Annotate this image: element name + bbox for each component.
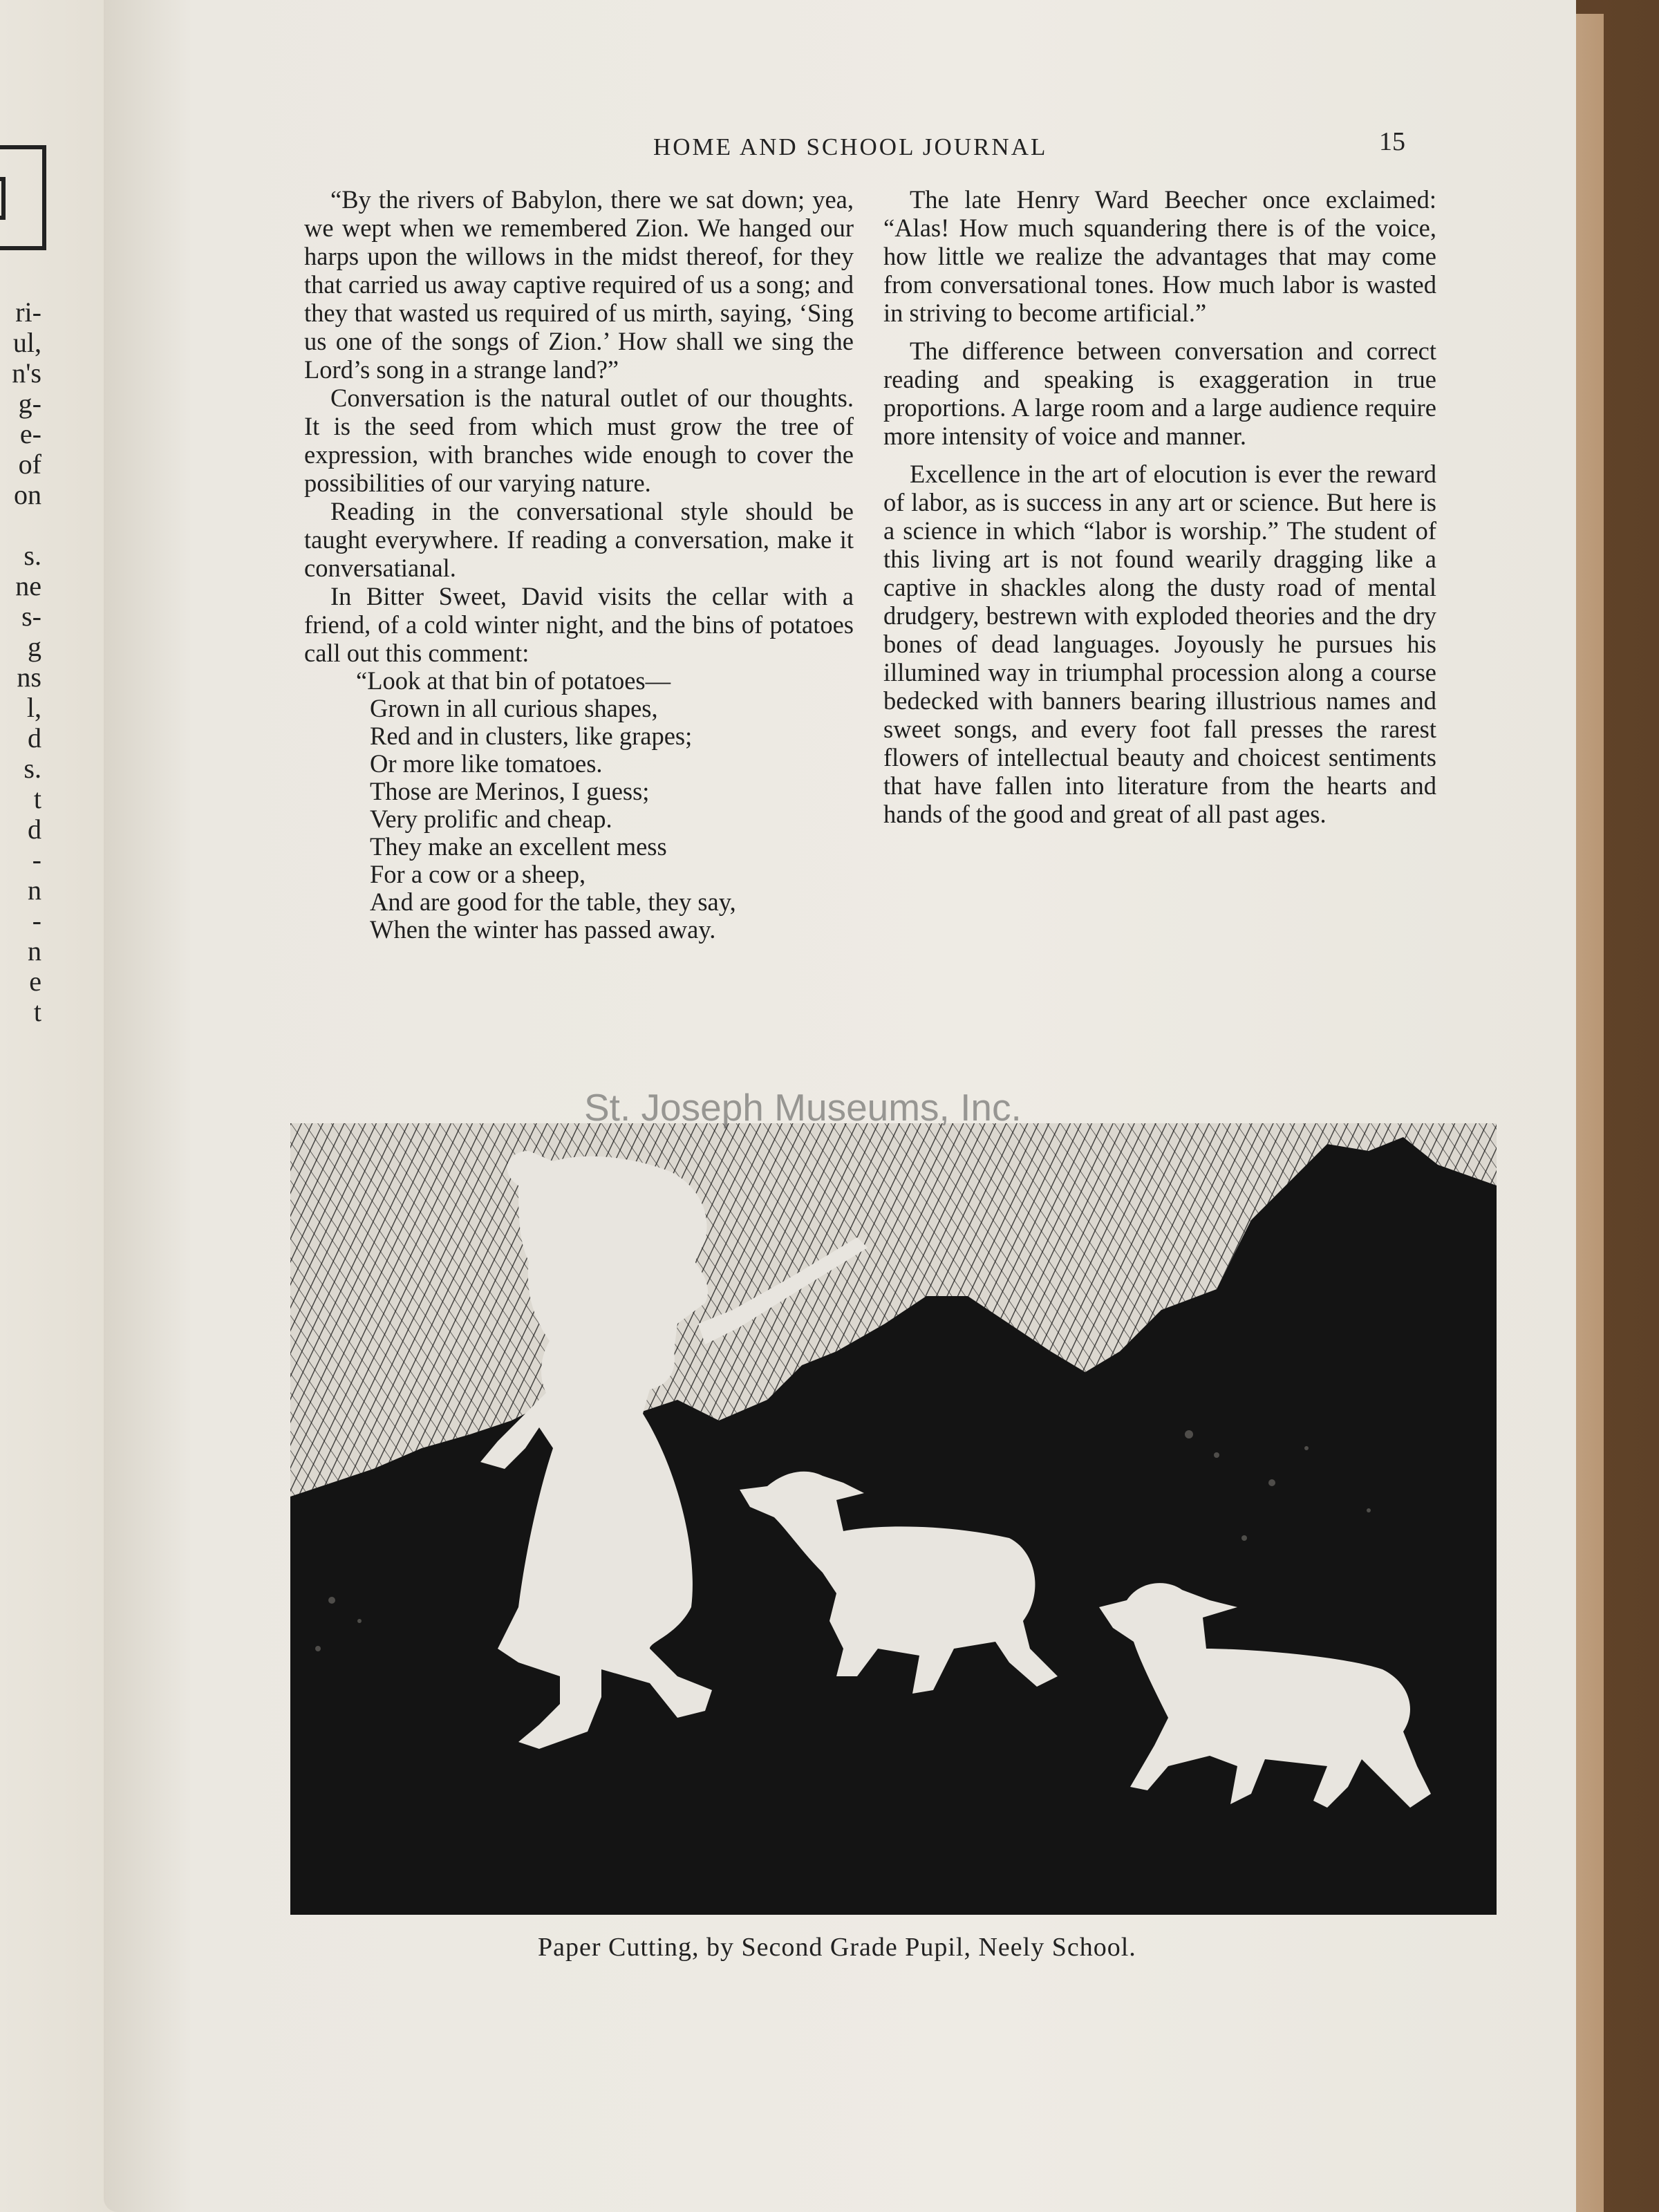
left-page-text-fragment: s-: [21, 601, 41, 632]
left-page-text-fragment: e-: [19, 418, 41, 449]
left-page-text-fragment: -: [32, 844, 41, 875]
running-header: HOME AND SCHOOL JOURNAL: [653, 133, 1048, 160]
poem-line: They make an excellent mess: [370, 832, 667, 861]
left-page-text-fragment: t: [33, 783, 41, 814]
left-page-text-fragment: n: [28, 935, 41, 966]
left-page-text-fragment: l,: [26, 692, 41, 723]
poem-line: And are good for the table, they say,: [370, 888, 736, 916]
paragraph-reading: Reading in the conversational style should be taught everywhere. If reading a conversation, make it conversatianal.: [304, 497, 854, 582]
left-page-border-ornament: [0, 145, 46, 250]
left-page-text-fragment: of: [18, 449, 41, 480]
poem: [356, 666, 854, 944]
text-column-right: [883, 185, 1436, 828]
paragraph-bitter-sweet: In Bitter Sweet, David visits the cellar with a friend, of a cold winter night, and the bins of potatoes call out this comment:: [304, 582, 854, 667]
left-page-text-fragment: t: [33, 996, 41, 1027]
poem-line: Or more like tomatoes.: [370, 749, 603, 778]
paper-cutting-illustration: [290, 1123, 1497, 1915]
poem-line: For a cow or a sheep,: [370, 860, 586, 888]
left-page-text-fragment: e: [29, 966, 41, 997]
illustration-caption: Paper Cutting, by Second Grade Pupil, Neely School.: [538, 1933, 1136, 1962]
poem-line: Grown in all curious shapes,: [370, 694, 658, 722]
left-page-text-fragment: g-: [18, 388, 41, 419]
poem-line: Red and in clusters, like grapes;: [370, 722, 693, 750]
left-page-text-fragment: ul,: [12, 327, 41, 358]
left-page-text-fragment: n's: [12, 357, 41, 388]
text-column-left: [304, 185, 854, 944]
paragraph-excellence: Excellence in the art of elocution is ever the reward of labor, as is success in any art or science. But here is a science in which “labor is worship.” The student of this living art is not found wearily dragging like a captive in shackles along the dusty road of mental drudgery, bestrewn with exploded theories and the dry bones of dead languages. Joyously he pursues his illumined way in triumphal procession along a course bedecked with banners bearing illustrious names and sweet songs, and every foot fall presses the rarest flowers of intellectual beauty and choicest sentiments that have fallen into literature from the hearts and hands of the good and great of all past ages.: [883, 460, 1436, 828]
left-page-text-fragment: -: [32, 905, 41, 936]
quote-paragraph: “By the rivers of Babylon, there we sat down; yea, we wept when we remembered Zion. We hanged our harps upon the willows in the midst thereof, for they that carried us away captive required of us a song; and they that wasted us required of us mirth, saying, ‘Sing us one of the songs of Zion.’ How shall we sing the Lord’s song in a strange land?”: [304, 185, 854, 384]
left-page-text-fragment: ne: [15, 570, 41, 601]
left-page-text-fragment: s.: [24, 753, 41, 784]
silhouette-artwork: [290, 1123, 1497, 1915]
paragraph-beecher: The late Henry Ward Beecher once exclaimed: “Alas! How much squandering there is of the voice, how little we realize the advantages that may come from conversational tones. How much labor is wasted in striving to become artificial.”: [883, 185, 1436, 327]
poem-line: Those are Merinos, I guess;: [370, 777, 650, 805]
paragraph-difference: The difference between conversation and correct reading and speaking is exaggeration in true proportions. A large room and a large audience require more intensity of voice and manner.: [883, 337, 1436, 450]
left-page-text-fragment: d: [28, 722, 41, 753]
left-page-text-fragment: s.: [24, 540, 41, 571]
left-page-text-fragment: ri-: [15, 297, 41, 328]
left-page-text-fragment: d: [28, 814, 41, 845]
left-page-text-fragment: on: [14, 479, 41, 510]
watermark: St. Joseph Museums, Inc.: [584, 1086, 1022, 1129]
poem-line: When the winter has passed away.: [370, 915, 716, 944]
left-page-text-fragment: ns: [17, 662, 41, 693]
left-page-text-fragment: g: [28, 631, 41, 662]
page-number: 15: [1379, 127, 1405, 156]
left-page-text-fragment: n: [28, 874, 41, 906]
poem-line: Very prolific and cheap.: [370, 805, 612, 833]
paragraph-conversation: Conversation is the natural outlet of our thoughts. It is the seed from which must grow the tree of expression, with branches wide enough to cover the possibilities of our varying nature.: [304, 384, 854, 497]
poem-line: “Look at that bin of potatoes—: [356, 666, 671, 695]
